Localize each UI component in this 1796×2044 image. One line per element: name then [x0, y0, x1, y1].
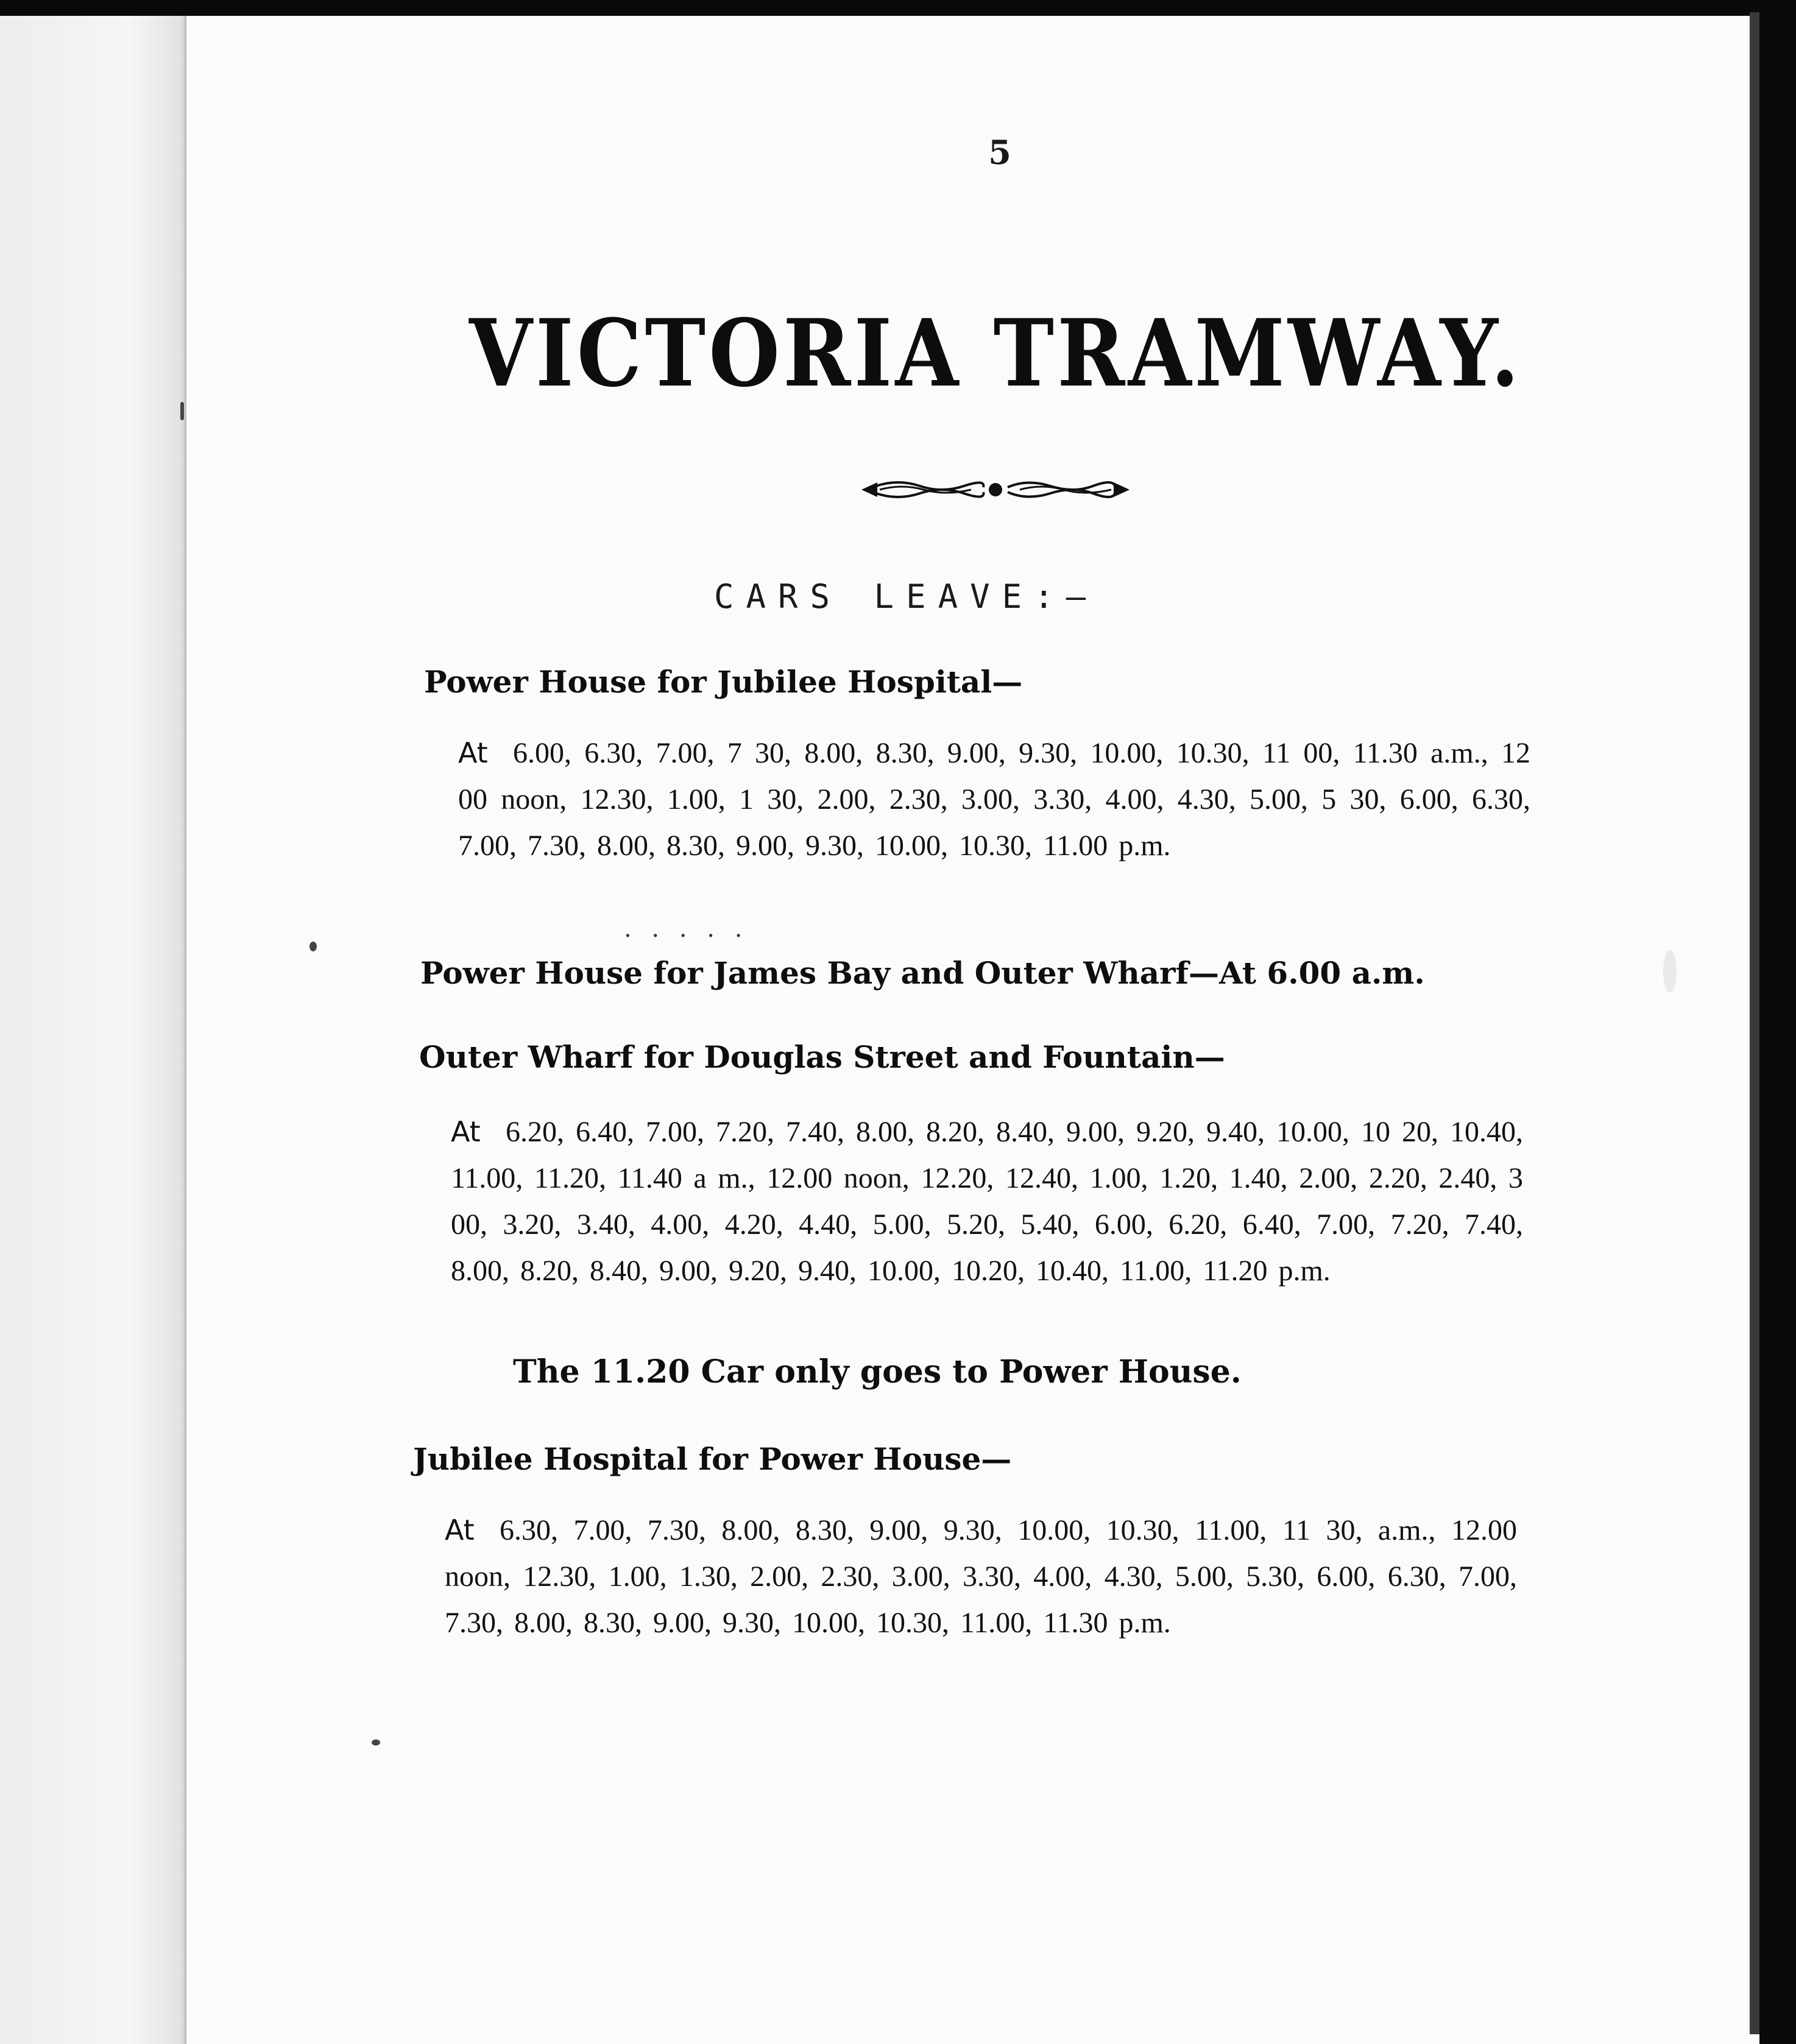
section-heading-power-house-jubilee: Power House for Jubilee Hospital— — [424, 664, 1023, 700]
timetable-jubilee-power-house — [445, 1507, 1517, 1646]
page-fold-edge — [185, 16, 186, 2044]
decorative-rule-icon — [861, 474, 1130, 506]
at-label: At — [451, 1115, 481, 1148]
scan-border-right — [1759, 0, 1796, 2044]
section-heading-james-bay: Power House for James Bay and Outer Wharf—At 6.00 a.m. — [420, 955, 1425, 991]
timetable-outer-wharf — [451, 1108, 1523, 1294]
ink-speck — [180, 402, 184, 420]
ink-speck — [1663, 950, 1677, 993]
at-label: At — [458, 736, 488, 769]
at-label: At — [445, 1514, 475, 1546]
section-heading-outer-wharf: Outer Wharf for Douglas Street and Fountain— — [419, 1039, 1225, 1075]
ellipsis-divider: . . . . . — [624, 915, 749, 943]
section-heading-jubilee-power-house: Jubilee Hospital for Power House— — [413, 1441, 1012, 1477]
scan-border-top — [0, 0, 1779, 16]
times-text: 6.20, 6.40, 7.00, 7.20, 7.40, 8.00, 8.20, 8.40, 9.00, 9.20, 9.40, 10.00, 10 20, 10.40, 11.00, 11.20, 11.40 a m., 12.00 noon, 12.20, 12.40, 1.00, 1.20, 1.40, 2.00, 2.20, 2.40, 3 00, 3.20, 3.40, 4.00, 4.20, 4.40, 5.00, 5.20, 5.40, 6.00, 6.20, 6.40, 7.00, 7.20, 7.40, 8.00, 8.20, 8.40, 9.00, 9.20, 9.40, 10.00, 10.20, 10.40, 11.00, 11.20 p.m. — [451, 1116, 1523, 1287]
times-text: 6.00, 6.30, 7.00, 7 30, 8.00, 8.30, 9.00, 9.30, 10.00, 10.30, 11 00, 11.30 a.m., 12 00 noon, 12.30, 1.00, 1 30, 2.00, 2.30, 3.00, 3.30, 4.00, 4.30, 5.00, 5 30, 6.00, 6.30, 7.00, 7.30, 8.00, 8.30, 9.00, 9.30, 10.00, 10.30, 11.00 p.m. — [458, 737, 1530, 862]
page-fold — [0, 16, 186, 2044]
times-text: 6.30, 7.00, 7.30, 8.00, 8.30, 9.00, 9.30, 10.00, 10.30, 11.00, 11 30, a.m., 12.00 noon, 12.30, 1.00, 1.30, 2.00, 2.30, 3.00, 3.30, 4.00, 4.30, 5.00, 5.30, 6.00, 6.30, 7.00, 7.30, 8.00, 8.30, 9.00, 9.30, 10.00, 10.30, 11.00, 11.30 p.m. — [445, 1514, 1517, 1639]
ink-speck — [309, 942, 317, 951]
cars-leave-heading: CARS LEAVE:— — [714, 577, 1098, 616]
note-1120-car: The 11.20 Car only goes to Power House. — [513, 1353, 1242, 1390]
page-number: 5 — [988, 133, 1011, 172]
page-title: VICTORIA TRAMWAY. — [469, 298, 1522, 407]
timetable-power-house-jubilee — [458, 730, 1530, 869]
ink-speck — [372, 1739, 380, 1746]
